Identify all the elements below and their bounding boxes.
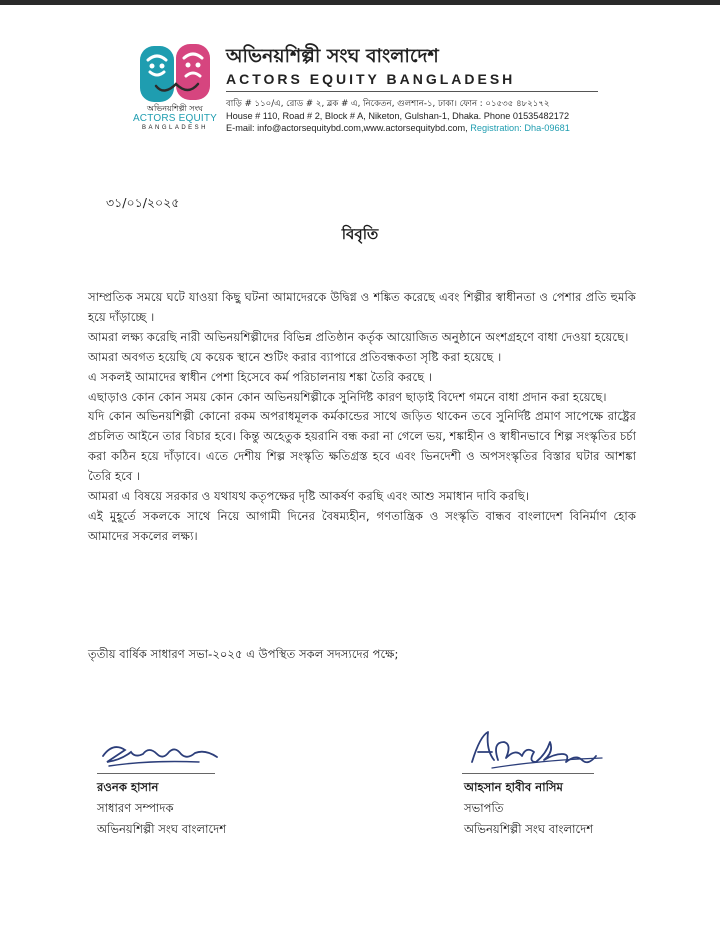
logo-caption	[132, 104, 218, 132]
paragraph: আমরা অবগত হয়েছি যে কয়েক স্থানে শুটিং করার ব্যাপারে প্রতিবন্ধকতা সৃষ্টি করা হয়েছে ।	[88, 349, 502, 364]
signatory-org: অভিনয়শিল্পী সংঘ বাংলাদেশ	[97, 822, 227, 836]
signature-line-right	[462, 773, 594, 774]
actors-equity-logo-icon	[138, 42, 212, 104]
paragraph: এই মুহূর্তে সকলকে সাথে নিয়ে আগামী দিনের বৈষম্যহীন, গণতান্ত্রিক ও সংস্কৃতি বান্ধব বাংলাদেশ বিনির্মাণ হোক আমাদের সকলের লক্ষ্য।	[88, 508, 636, 543]
address-bn: বাড়ি # ১১০/এ, রোড # ২, ব্লক # এ, নিকেতন, গুলশান-১, ঢাকা। ফোন : ০১৫৩৫ ৪৮২১৭২	[226, 99, 550, 109]
registration-number: Registration: Dha-09681	[470, 123, 570, 133]
paragraph: যদি কোন অভিনয়শিল্পী কোনো রকম অপরাধমূলক কর্মকান্ডের সাথে জড়িত থাকেন তবে সুনির্দিষ্ট প্রমাণ সাপেক্ষে রাষ্ট্রের প্রচলিত আইনে তার বিচার হবে। কিন্তু অহেতুক হয়রানি বন্ধ করা না গেলে ভয়, শঙ্কাহীন ও স্বাধীনভাবে শিল্প সংস্কৃতির চর্চা করা কঠিন হয়ে দাঁড়াবে। এতে দেশীয় শিল্প সংস্কৃতি ক্ষতিগ্রস্ত হবে এবং ভিনদেশী ও অপসংস্কৃতির বিস্তার ঘটার আশঙ্কা তৈরি হবে ।	[88, 409, 636, 484]
org-name-en: ACTORS EQUITY BANGLADESH	[226, 71, 516, 87]
paragraph: সাম্প্রতিক সময়ে ঘটে যাওয়া কিছু ঘটনা আমাদেরকে উদ্বিগ্ন ও শঙ্কিত করেছে এবং শিল্পীর স্বাধীনতা ও পেশার প্রতি হুমকি হয়ে দাঁড়াচ্ছে ।	[88, 290, 636, 324]
paragraph: এছাড়াও কোন কোন সময় কোন কোন অভিনয়শিল্পীকে সুনির্দিষ্ট কারণ ছাড়াই বিদেশ গমনে বাধা প্রদান করা হয়েছে।	[88, 389, 607, 404]
signatory-left	[97, 777, 226, 840]
paragraph: আমরা লক্ষ্য করেছি নারী অভিনয়শিল্পীদের বিভিন্ন প্রতিষ্ঠান কর্তৃক আয়োজিত অনুষ্ঠানে অংশগ্রহণে বাধা দেওয়া হয়েছে।	[88, 329, 629, 344]
closing-line: তৃতীয় বার্ষিক সাধারণ সভা-২০২৫ এ উপস্থিত সকল সদস্যদের পক্ষে;	[88, 647, 399, 661]
paragraph: আমরা এ বিষয়ে সরকার ও যথাযথ কতৃপক্ষের দৃষ্টি আকর্ষণ করছি এবং আশু সমাধান দাবি করছি।	[88, 489, 529, 504]
contact-line	[226, 123, 570, 133]
signatory-role: সভাপতি	[464, 801, 504, 815]
signature-line-left	[97, 773, 215, 774]
signature-left-icon	[95, 718, 255, 778]
logo-caption-country: BANGLADESH	[141, 124, 208, 131]
letterhead-divider	[226, 91, 598, 92]
org-name-bn: অভিনয়শিল্পী সংঘ বাংলাদেশ	[226, 45, 439, 67]
top-border	[0, 0, 720, 5]
paragraph: এ সকলই আমাদের স্বাধীন পেশা হিসেবে কর্ম পরিচালনায় শঙ্কা তৈরি করছে ।	[88, 369, 433, 384]
document-title: বিবৃতি	[341, 225, 379, 243]
logo-caption-bn: অভিনয়শিল্পী সংঘ	[147, 104, 203, 113]
signatory-name: রওনক হাসান	[97, 780, 159, 794]
statement-body	[88, 288, 636, 547]
logo-caption-en: ACTORS EQUITY	[132, 113, 218, 125]
signatory-name: আহসান হাবীব নাসিম	[464, 780, 563, 794]
address-en: House # 110, Road # 2, Block # A, Niketon, Gulshan-1, Dhaka. Phone 01535482172	[226, 111, 570, 121]
signatory-org: অভিনয়শিল্পী সংঘ বাংলাদেশ	[464, 822, 594, 836]
email-web: E-mail: info@actorsequitybd.com,www.actorsequitybd.com,	[226, 123, 468, 133]
signatory-role: সাধারণ সম্পাদক	[97, 801, 174, 815]
signature-right-icon	[462, 716, 622, 776]
document-date: ৩১/০১/২০২৫	[106, 195, 180, 210]
signatory-right	[464, 777, 593, 840]
